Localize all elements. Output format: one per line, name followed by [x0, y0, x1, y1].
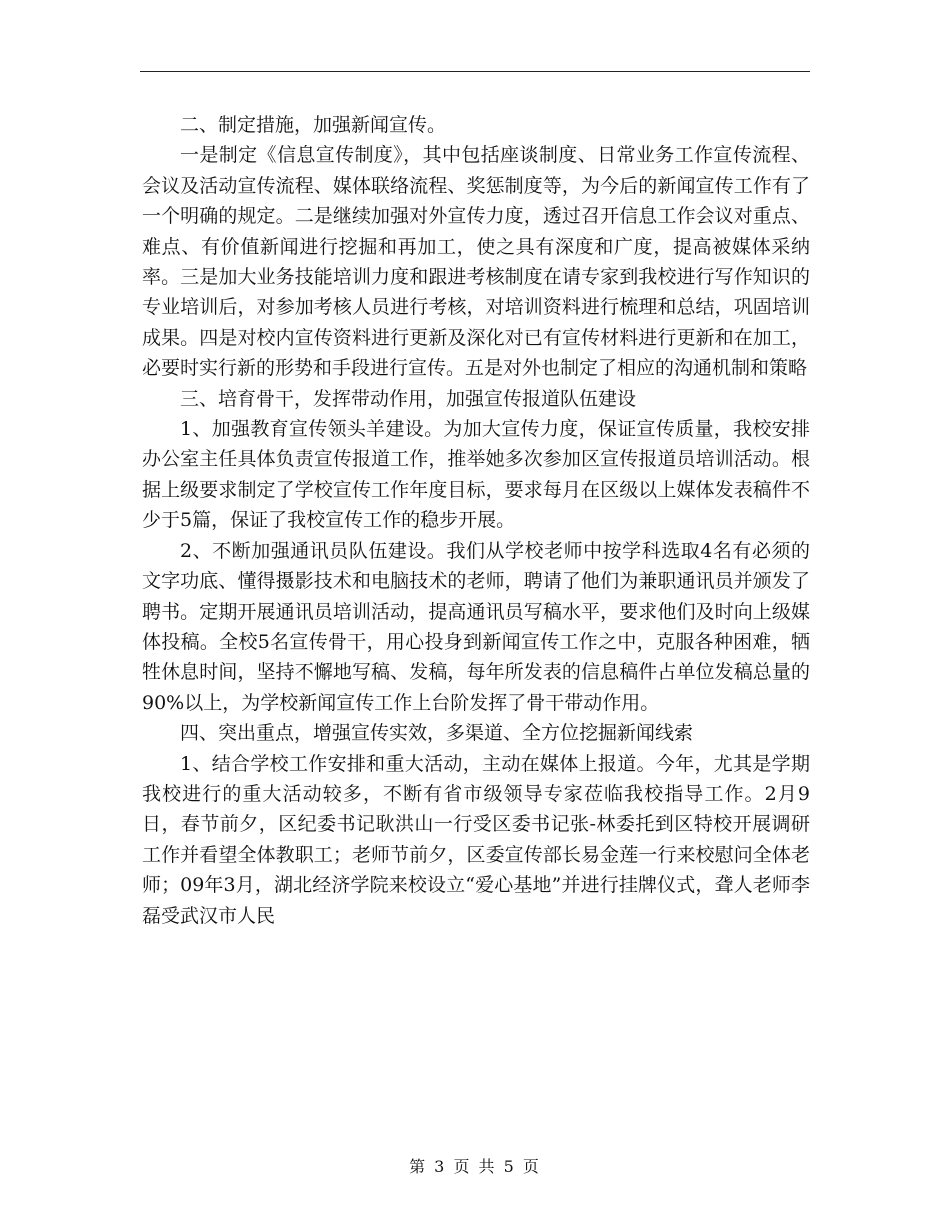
body-paragraph: 一是制定《信息宣传制度》，其中包括座谈制度、日常业务工作宣传流程、会议及活动宣传流程、媒体联络流程、奖惩制度等，为今后的新闻宣传工作有了一个明确的规定。二是继续加强对外宣传力度，透过召开信息工作会议对重点、难点、有价值新闻进行挖掘和再加工，使之具有深度和广度，提高被媒体采纳率。三是加大业务技能培训力度和跟进考核制度在请专家到我校进行写作知识的专业培训后，对参加考核人员进行考核，对培训资料进行梳理和总结，巩固培训成果。四是对校内宣传资料进行更新及深化对已有宣传材料进行更新和在加工，必要时实行新的形势和手段进行宣传。五是对外也制定了相应的沟通机制和策略 [142, 144, 810, 380]
document-body [142, 110, 810, 931]
body-paragraph: 1、加强教育宣传领头羊建设。为加大宣传力度，保证宣传质量，我校安排办公室主任具体负责宣传报道工作，推举她多次参加区宣传报道员培训活动。根据上级要求制定了学校宣传工作年度目标，要求每月在区级以上媒体发表稿件不少于5篇，保证了我校宣传工作的稳步开展。 [142, 418, 810, 532]
section-heading-4: 四、突出重点，增强宣传实效，多渠道、全方位挖掘新闻线索 [180, 722, 694, 745]
section-heading-3: 三、培育骨干，发挥带动作用，加强宣传报道队伍建设 [180, 387, 637, 410]
body-paragraph: 1、结合学校工作安排和重大活动，主动在媒体上报道。今年，尤其是学期我校进行的重大活动较多，不断有省市级领导专家莅临我校指导工作。2月9日，春节前夕，区纪委书记耿洪山一行受区委书记张-林委托到区特校开展调研工作并看望全体教职工；老师节前夕，区委宣传部长易金莲一行来校慰问全体老师；09年3月，湖北经济学院来校设立“爱心基地”并进行挂牌仪式，聋人老师李磊受武汉市人民 [142, 752, 810, 927]
page-number-footer: 第 3 页 共 5 页 [409, 1157, 541, 1176]
header-divider [140, 71, 810, 72]
section-heading-2: 二、制定措施，加强新闻宣传。 [180, 114, 447, 136]
body-paragraph: 2、不断加强通讯员队伍建设。我们从学校老师中按学科选取4名有必须的文字功底、懂得摄影技术和电脑技术的老师，聘请了他们为兼职通讯员并颁发了聘书。定期开展通讯员培训活动，提高通讯员写稿水平，要求他们及时向上级媒体投稿。全校5名宣传骨干，用心投身到新闻宣传工作之中，克服各种困难，牺牲休息时间，坚持不懈地写稿、发稿，每年所发表的信息稿件占单位发稿总量的90%以上，为学校新闻宣传工作上台阶发挥了骨干带动作用。 [142, 539, 810, 714]
